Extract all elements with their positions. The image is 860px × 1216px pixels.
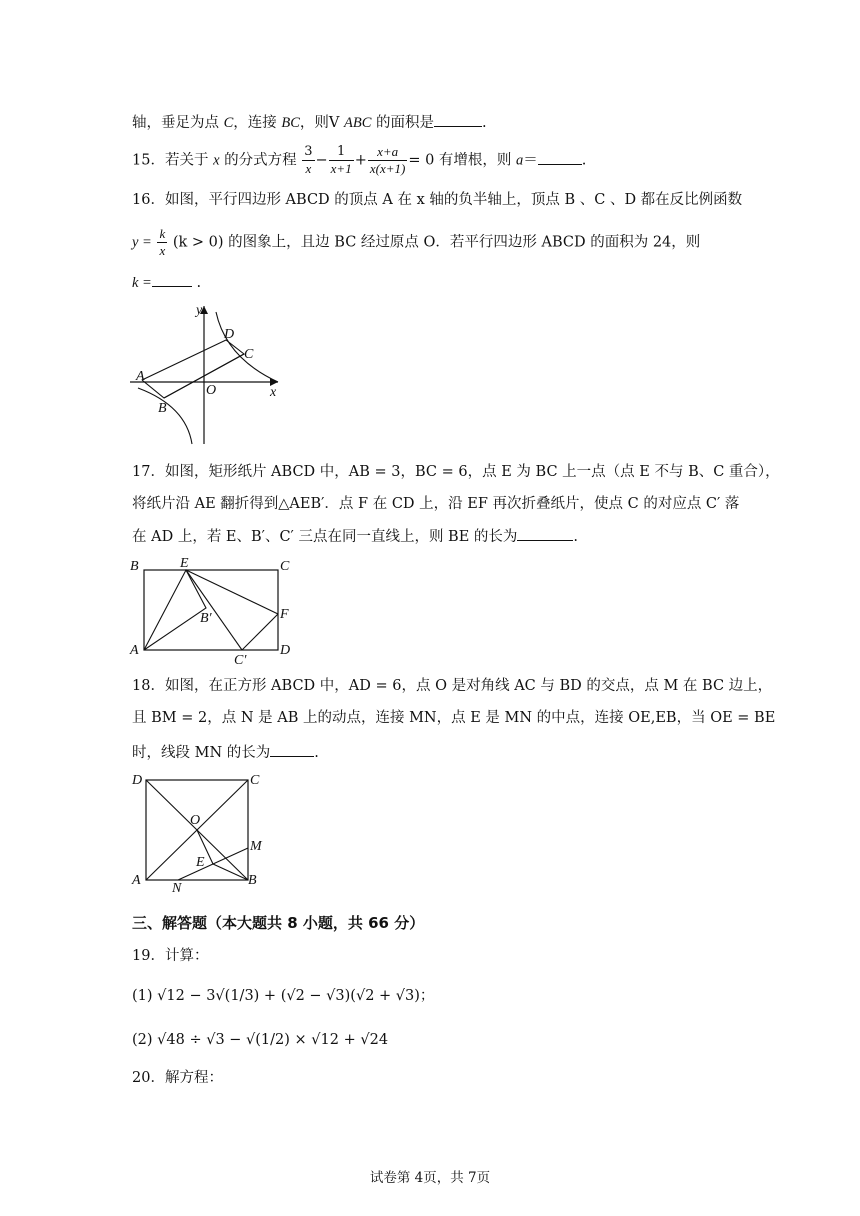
q14-text: ，连接 (233, 115, 282, 131)
fraction: $\frac{x+a}{x(x+1)}$ (369, 144, 406, 176)
fraction: $\frac{k}{x}$ (159, 226, 166, 258)
q19-part-1: (1) √12 − 3√(1/3) + (√2 − √3)(√2 + √3)； (132, 988, 435, 1004)
fraction: $\frac{1}{x+1}$ (330, 144, 352, 176)
fig16-label-d: D (224, 327, 235, 342)
q14-var: ABC (344, 115, 372, 131)
fig16-label-y: y (196, 303, 203, 318)
q14-text: 的面积是 (371, 115, 435, 131)
answer-blank (538, 150, 582, 165)
answer-blank (517, 526, 573, 541)
fig17-label-a: A (130, 643, 139, 658)
q18-line-2: 且 BM = 2，点 N 是 AB 上的动点，连接 MN，点 E 是 MN 的中点，连接 OE,EB，当 OE = BE (132, 710, 776, 726)
q17-line-1: 17．如图，矩形纸片 ABCD 中，AB = 3，BC = 6，点 E 为 BC 上一点（点 E 不与 B、C 重合）， (132, 464, 780, 480)
q14-text: ，则V (299, 115, 345, 131)
figure-17 (128, 556, 308, 668)
answer-blank (270, 742, 314, 757)
answer-blank (152, 272, 192, 287)
fig16-label-o: O (206, 383, 217, 398)
fraction: $\frac{3}{x}$ (304, 144, 313, 176)
fig18-label-m: M (250, 839, 262, 854)
fig16-label-x: x (270, 385, 277, 400)
page-footer: 试卷第 4页，共 7页 (369, 1170, 491, 1186)
fig17-label-c: C (280, 559, 290, 574)
q15-line: 15．若关于 x 的分式方程 $\frac{3}{x}$ − $\frac{1}{x+1}$ + $\frac{x+a}{x(x+1)}$ = 0 有增根，则 a＝ . (132, 144, 587, 176)
fig18-label-a: A (132, 873, 141, 888)
fig18-label-o: O (190, 813, 201, 828)
q17-line-3: 在 AD 上，若 E、B′、C′ 三点在同一直线上，则 BE 的长为 . (132, 526, 578, 547)
q14-text: . (482, 115, 487, 131)
answer-blank (434, 112, 482, 127)
fig18-label-n: N (172, 881, 182, 896)
q15-text: 的分式方程 (219, 152, 297, 169)
figure-18 (128, 768, 278, 896)
fig17-label-d: D (280, 643, 291, 658)
q15-text: 15．若关于 (132, 152, 214, 169)
q16-line-1: 16．如图，平行四边形 ABCD 的顶点 A 在 x 轴的负半轴上，顶点 B 、C 、D 都在反比例函数 (132, 192, 743, 208)
q14-var: C (223, 115, 234, 131)
fig17-label-cprime: C′ (234, 653, 247, 668)
fig18-label-d: D (132, 773, 143, 788)
fig18-label-b: B (248, 873, 257, 888)
fig17-label-e: E (180, 556, 189, 571)
fig16-label-b: B (158, 401, 167, 416)
q14-tail (132, 112, 487, 133)
q17-line-2: 将纸片沿 AE 翻折得到△AEB′．点 F 在 CD 上，沿 EF 再次折叠纸片，使点 C 的对应点 C′ 落 (132, 496, 740, 512)
fig17-label-bprime: B′ (200, 611, 212, 626)
q15-var: x (213, 152, 220, 169)
fig17-label-b: B (130, 559, 139, 574)
figure-16 (128, 298, 288, 448)
fig16-label-c: C (244, 347, 254, 362)
q14-var: BC (281, 115, 300, 131)
fig18-label-e: E (196, 855, 205, 870)
q15-text: = 0 有增根，则 (408, 152, 517, 169)
q14-text: 轴，垂足为点 (132, 115, 224, 131)
q19-title: 19．计算： (132, 948, 209, 964)
q18-line-1: 18．如图，在正方形 ABCD 中，AD = 6，点 O 是对角线 AC 与 BD 的交点，点 M 在 BC 边上， (132, 678, 773, 694)
fig17-label-f: F (280, 607, 289, 622)
q18-line-3: 时，线段 MN 的长为 . (132, 742, 319, 763)
q19-part-2: (2) √48 ÷ √3 − √(1/2) × √12 + √24 (132, 1032, 389, 1048)
fig18-label-c: C (250, 773, 260, 788)
q16-line-3: k = . (132, 272, 201, 293)
q20-title: 20．解方程： (132, 1070, 223, 1086)
section-heading: 三、解答题（本大题共 8 小题，共 66 分） (132, 914, 425, 932)
fig16-label-a: A (136, 369, 145, 384)
q16-line-2: y = $\frac{k}{x}$ (k > 0) 的图象上，且边 BC 经过原点 O．若平行四边形 ABCD 的面积为 24，则 (132, 226, 701, 258)
